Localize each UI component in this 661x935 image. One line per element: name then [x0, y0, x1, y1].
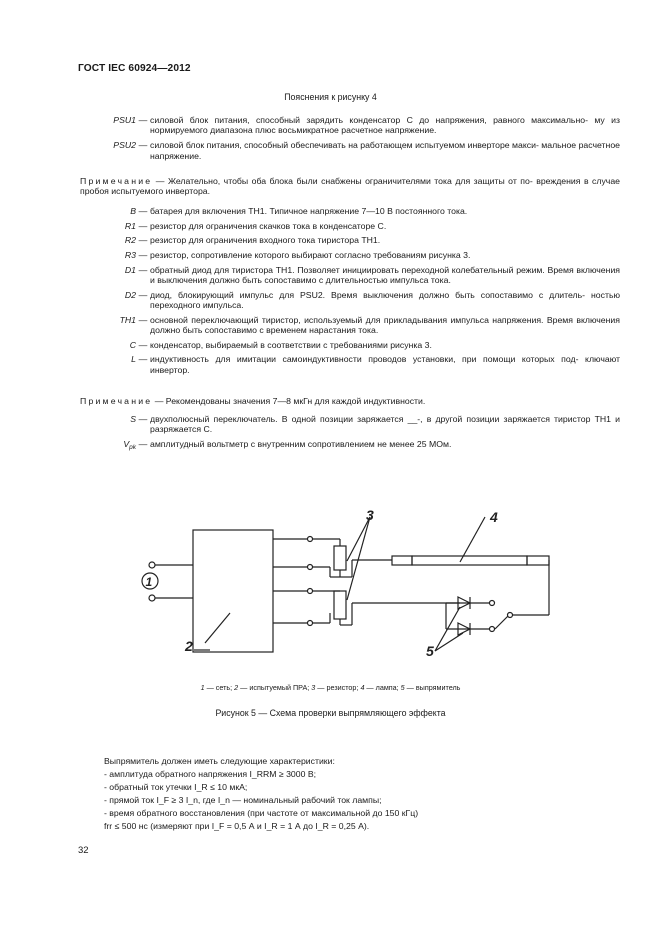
note-2	[80, 396, 620, 406]
definition-text: конденсатор, выбираемый в соответствии с требованиями рисунка 3.	[150, 339, 432, 350]
definition-term: R3	[124, 249, 136, 260]
definition-term: R2	[124, 235, 136, 246]
definition-text: резистор для ограничения входного тока тиристора TH1.	[150, 235, 381, 246]
definition-row: C — конденсатор, выбираемый в соответствии с требованиями рисунка 3.	[80, 340, 620, 350]
definition-term: TH1	[119, 314, 136, 325]
definition-row: R1 — резистор для ограничения скачков тока в конденсаторе C.	[80, 221, 620, 231]
figure-label-3: 3	[366, 507, 374, 523]
definition-text: индуктивность для имитации самоиндуктивности проводов установки, при помощи которых под- ключают инвертор.	[150, 354, 620, 375]
figure-label-5: 5	[426, 643, 434, 659]
definition-row: B — батарея для включения TH1. Типичное напряжение 7—10 В постоянного тока.	[80, 206, 620, 216]
note-1	[80, 176, 620, 197]
definition-text: основной переключающий тиристор, используемый для прикладывания импульса напряжения. Время включения должно быть сопоставимо с временем нарастания тока.	[150, 314, 620, 336]
definition-row: L — индуктивность для имитации самоиндуктивности проводов установки, при помощи которых под- ключают инвертор.	[80, 354, 620, 375]
requirement-item: frr ≤ 500 нс (измеряют при I_F = 0,5 А и I_R = 1 А до I_R = 0,25 А).	[104, 821, 370, 832]
definition-row: D2 — диод, блокирующий импульс для PSU2. Время выключения должно быть сопоставимо с длитель- ностью переходного импульса.	[80, 290, 620, 311]
definitions-switch-voltmeter	[80, 414, 620, 456]
definition-row: $V_{pk}$ — амплитудный вольтметр с внутренним сопротивлением не менее 25 МОм.	[80, 439, 620, 452]
definition-row: PSU2 — силовой блок питания, способный обеспечивать на работающем испытуемом инверторе макси- мальное расчетное напряжение.	[80, 140, 620, 161]
note-label: Примечание	[80, 176, 153, 186]
resistor	[334, 591, 346, 619]
lamp-tube	[412, 556, 527, 565]
note-text: — Желательно, чтобы оба блока были снабжены ограничителями тока для защиты от по- вреждения в случае пробоя испытуемого инвертора.	[80, 176, 620, 197]
circuit-diagram	[130, 505, 560, 675]
requirements-intro: Выпрямитель должен иметь следующие характеристики:	[104, 756, 335, 766]
requirement-item: - обратный ток утечки I_R ≤ 10 мкА;	[104, 782, 248, 793]
terminal	[149, 595, 155, 601]
document-header: ГОСТ IEC 60924—2012	[78, 63, 191, 74]
terminal	[149, 562, 155, 568]
definition-text: силовой блок питания, способный зарядить конденсатор C до напряжения, равного максимально- му из нормируемого диапазона плюс восьмикратное расчетное напряжение.	[150, 115, 620, 136]
definition-row: D1 — обратный диод для тиристора TH1. Позволяет инициировать переходной колебательный режим. Время включения и выключения должно быть сопоставимо с длительностью импульса тока.	[80, 265, 620, 286]
definition-text: резистор для ограничения скачков тока в конденсаторе C.	[150, 220, 387, 231]
requirement-item: - время обратного восстановления (при частоте от максимальной до 150 кГц)	[104, 808, 419, 819]
ballast-block	[193, 530, 273, 652]
definition-row: S — двухполюсный переключатель. В одной позиции заряжается __-, в другой позиции заряжается тиристор TH1 и разряжается C.	[80, 414, 620, 435]
definition-term: B	[130, 206, 136, 216]
definition-term: D2	[124, 289, 136, 300]
definition-term: D1	[124, 264, 136, 275]
lamp-end	[527, 556, 549, 565]
definition-row: TH1 — основной переключающий тиристор, используемый для прикладывания импульса напряжения. Время включения должно быть сопоставимо с временем нарастания тока.	[80, 315, 620, 336]
definition-row: R3 — резистор, сопротивление которого выбирают согласно требованиям рисунка 3.	[80, 250, 620, 260]
resistor	[334, 546, 346, 570]
definition-row: R2 — резистор для ограничения входного тока тиристора TH1.	[80, 235, 620, 245]
definition-text: силовой блок питания, способный обеспечивать на работающем испытуемом инверторе макси- мальное расчетное напряжение.	[150, 140, 620, 161]
definition-text: диод, блокирующий импульс для PSU2. Время выключения должно быть сопоставимо с длитель- ностью переходного импульса.	[150, 289, 620, 310]
figure-legend: 1 — сеть; 2 — испытуемый ПРА; 3 — резистор; 4 — лампа; 5 — выпрямитель	[200, 683, 461, 692]
definition-term: $V_{pk}$	[123, 439, 136, 452]
definitions-components	[80, 206, 620, 379]
definition-row: PSU1 — силовой блок питания, способный зарядить конденсатор C до напряжения, равного максимально- му из нормируемого диапазона плюс восьмикратное расчетное напряжение.	[80, 115, 620, 136]
definition-text: амплитудный вольтметр с внутренним сопротивлением не менее 25 МОм.	[150, 439, 452, 450]
definition-term: R1	[124, 220, 136, 231]
note-label: Примечание	[80, 396, 153, 406]
requirement-item: - амплитуда обратного напряжения I_RRM ≥ 3000 В;	[104, 769, 317, 780]
definition-term: C	[129, 339, 136, 350]
figure-label-1: 1	[145, 575, 153, 589]
definition-text: батарея для включения TH1. Типичное напряжение 7—10 В постоянного тока.	[150, 206, 468, 216]
note-text: — Рекомендованы значения 7—8 мкГн для каждой индуктивности.	[152, 396, 426, 406]
definition-term: PSU2	[113, 140, 136, 151]
definitions-psu	[80, 115, 620, 165]
definition-term: S	[130, 414, 136, 424]
figure-caption: Рисунок 5 — Схема проверки выпрямляющего эффекта	[215, 708, 446, 718]
definition-text: обратный диод для тиристора TH1. Позволяет инициировать переходной колебательный режим. Время включения и выключения должно быть сопоставимо с длительностью импульса тока.	[150, 264, 620, 285]
page-number: 32	[78, 845, 89, 856]
definition-term: L	[131, 354, 136, 365]
definition-text: резистор, сопротивление которого выбирают согласно требованиям рисунка 3.	[150, 249, 471, 260]
requirement-item: - прямой ток I_F ≥ 3 I_n, где I_n — номинальный рабочий ток лампы;	[104, 795, 382, 806]
explanations-title: Пояснения к рисунку 4	[284, 92, 377, 102]
definition-term: PSU1	[113, 115, 136, 125]
lamp-end	[392, 556, 412, 565]
figure-label-2: 2	[185, 638, 193, 654]
figure-label-4: 4	[490, 509, 498, 525]
definition-text: двухполюсный переключатель. В одной позиции заряжается __-, в другой позиции заряжается тиристор TH1 и разряжается C.	[150, 414, 620, 435]
rectifier-requirements	[104, 756, 624, 834]
